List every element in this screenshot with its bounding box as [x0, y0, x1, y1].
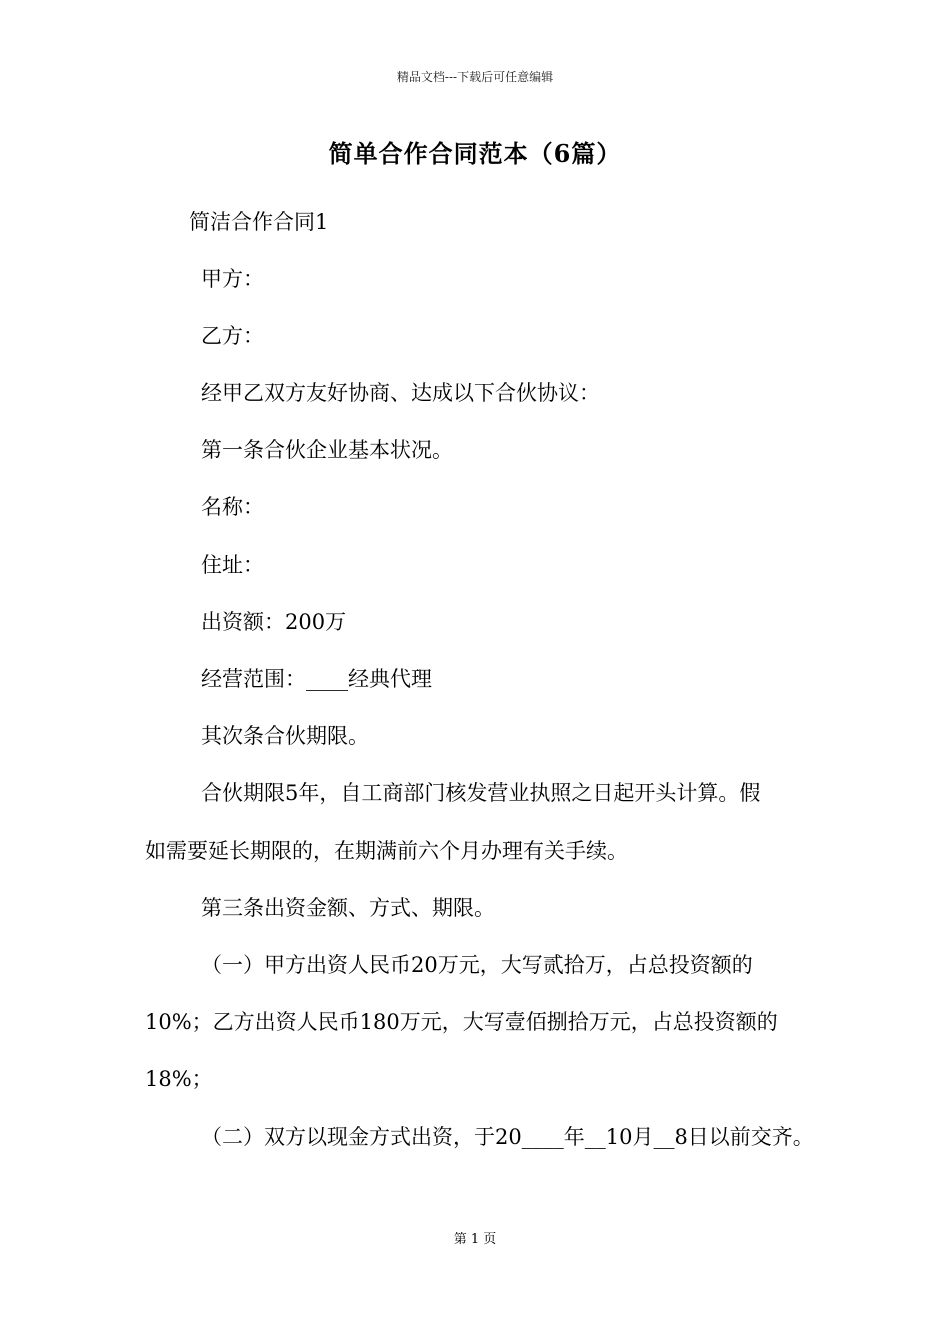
- party-a-line: 甲方：: [201, 267, 264, 291]
- page-header: 精品文档---下载后可任意编辑: [396, 70, 554, 84]
- contract-subtitle: 简洁合作合同1: [189, 210, 329, 234]
- contribution-2-line: （二）双方以现金方式出资，于20____年__10月__8日以前交齐。: [201, 1125, 814, 1149]
- intro-paragraph: 经甲乙双方友好协商、达成以下合伙协议：: [201, 381, 600, 405]
- article-1-heading: 第一条合伙企业基本状况。: [201, 438, 453, 462]
- document-title: 简单合作合同范本（6篇）: [328, 139, 622, 168]
- scope-field-line: 经营范围：____经典代理: [201, 667, 432, 691]
- term-paragraph-line-1: 合伙期限5年，自工商部门核发营业执照之日起开头计算。假: [201, 781, 761, 805]
- party-b-line: 乙方：: [201, 324, 264, 348]
- page-number: 第 1 页: [453, 1232, 497, 1247]
- article-2-heading: 其次条合伙期限。: [201, 724, 369, 748]
- term-paragraph-line-2: 如需要延长期限的，在期满前六个月办理有关手续。: [145, 839, 628, 863]
- contribution-1-line-2: 10%；乙方出资人民币180万元，大写壹佰捌拾万元，占总投资额的: [145, 1010, 778, 1034]
- contribution-1-line-1: （一）甲方出资人民币20万元，大写贰拾万，占总投资额的: [201, 953, 753, 977]
- capital-field-line: 出资额：200万: [201, 610, 347, 634]
- contribution-1-line-3: 18%；: [145, 1067, 213, 1091]
- article-3-heading: 第三条出资金额、方式、期限。: [201, 896, 495, 920]
- address-field-line: 住址：: [201, 553, 264, 577]
- name-field-line: 名称：: [201, 495, 264, 519]
